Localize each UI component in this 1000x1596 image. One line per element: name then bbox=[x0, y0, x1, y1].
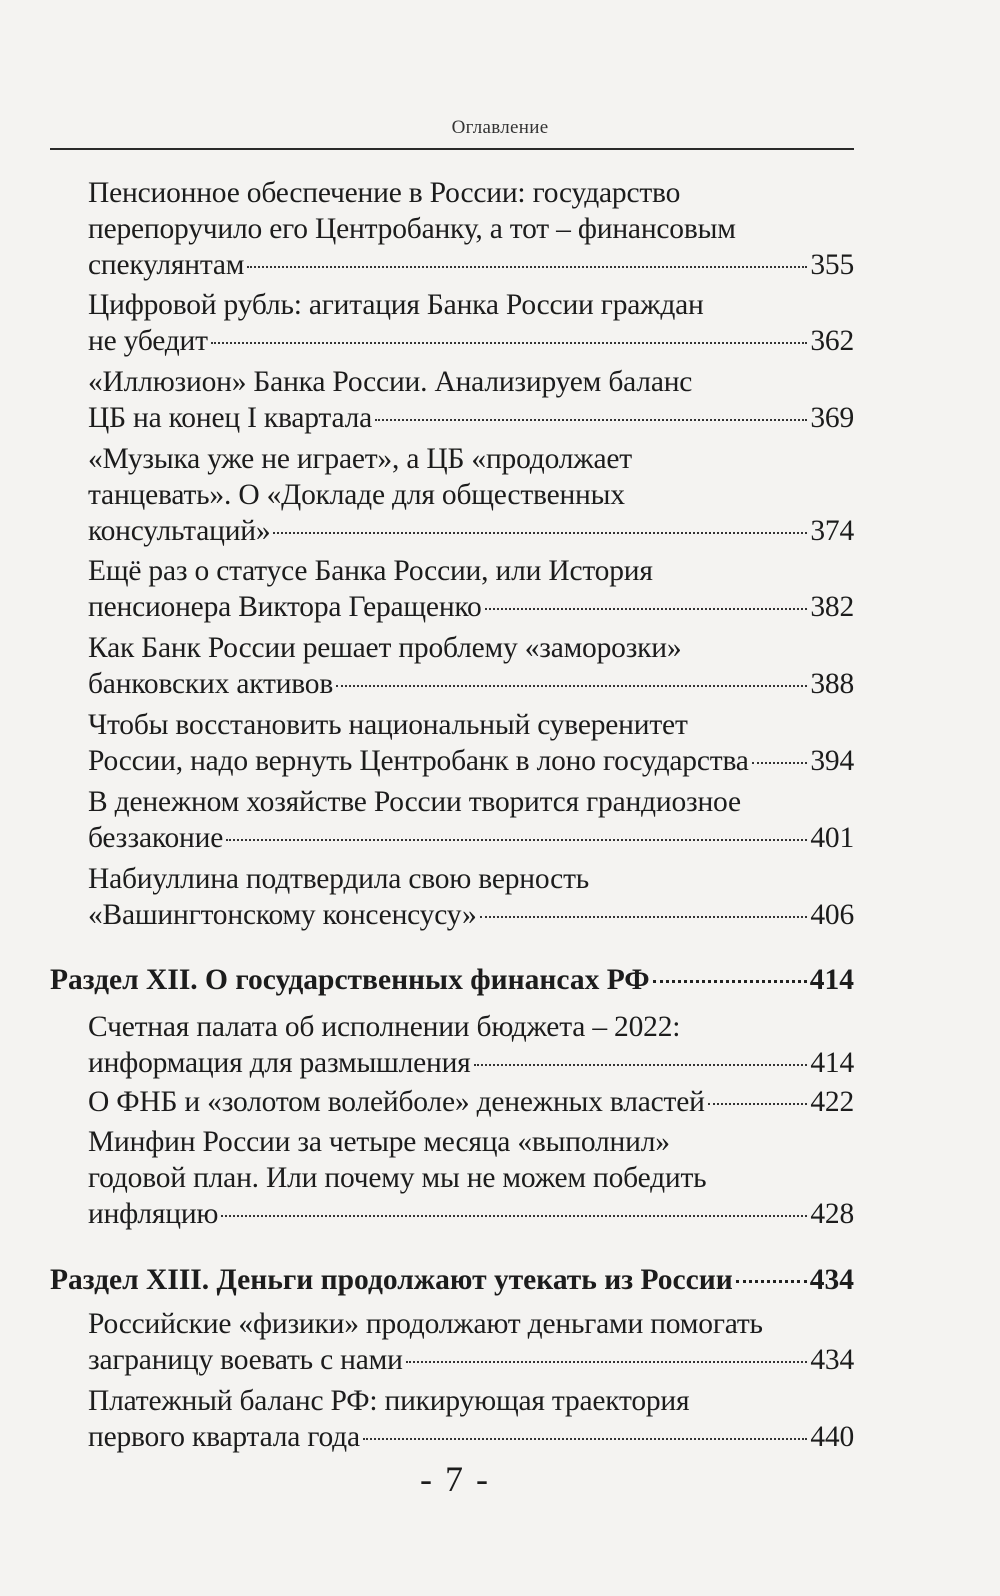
dot-leader bbox=[247, 266, 807, 268]
toc-entry-line: инфляцию bbox=[88, 1198, 219, 1230]
toc-entry bbox=[88, 364, 854, 436]
toc-entry bbox=[88, 784, 854, 856]
toc-entry-line: перепоручило его Центробанку, а тот – финансовым bbox=[88, 213, 736, 245]
page-number: - 7 - bbox=[420, 1459, 490, 1499]
section-title: Раздел XII. О государственных финансах РФ bbox=[50, 964, 650, 996]
running-header: Оглавление bbox=[451, 117, 549, 138]
toc-entry-line: О ФНБ и «золотом волейболе» денежных властей bbox=[88, 1086, 705, 1118]
dot-leader bbox=[273, 532, 807, 534]
toc-entry-line: Российские «физики» продолжают деньгами помогать bbox=[88, 1308, 763, 1340]
section-heading bbox=[50, 962, 854, 998]
toc-page-number: 434 bbox=[810, 1344, 854, 1376]
toc-entry bbox=[88, 553, 854, 625]
toc-entry-line: не убедит bbox=[88, 325, 208, 357]
section-page-number: 414 bbox=[809, 964, 854, 996]
toc-entry-line: Цифровой рубль: агитация Банка России граждан bbox=[88, 289, 704, 321]
toc-entry bbox=[88, 1306, 854, 1378]
dot-leader bbox=[336, 685, 807, 687]
toc-entry bbox=[88, 287, 854, 359]
toc-entry-line: «Вашингтонскому консенсусу» bbox=[88, 899, 477, 931]
toc-page-number: 382 bbox=[810, 591, 854, 623]
toc-entry-line: информация для размышления bbox=[88, 1047, 471, 1079]
toc-entry-line: Счетная палата об исполнении бюджета – 2022: bbox=[88, 1011, 681, 1043]
toc-entry-line: пенсионера Виктора Геращенко bbox=[88, 591, 482, 623]
toc-entry-line: В денежном хозяйстве России творится грандиозное bbox=[88, 786, 741, 818]
section-heading bbox=[50, 1262, 854, 1298]
header-rule bbox=[50, 148, 854, 150]
toc-page-number: 362 bbox=[810, 325, 854, 357]
toc-entry bbox=[88, 707, 854, 779]
dot-leader bbox=[363, 1438, 807, 1440]
toc-entry-line: Ещё раз о статусе Банка России, или История bbox=[88, 555, 653, 587]
toc-page-number: 355 bbox=[810, 249, 854, 281]
dot-leader bbox=[708, 1103, 808, 1105]
toc-entry-line: банковских активов bbox=[88, 668, 334, 700]
toc-entry-line: Чтобы восстановить национальный суверенитет bbox=[88, 709, 688, 741]
section-title: Раздел XIII. Деньги продолжают утекать из России bbox=[50, 1264, 733, 1296]
toc-entry bbox=[88, 1383, 854, 1455]
dot-leader bbox=[485, 608, 808, 610]
toc-entry bbox=[88, 441, 854, 549]
toc-page-number: 374 bbox=[810, 515, 854, 547]
toc-page-number: 422 bbox=[810, 1086, 854, 1118]
toc-entry-line: спекулянтам bbox=[88, 249, 245, 281]
toc-entry-line: Платежный баланс РФ: пикирующая траектория bbox=[88, 1385, 690, 1417]
dot-leader bbox=[211, 342, 808, 344]
toc-entry bbox=[88, 1124, 854, 1232]
toc-page-number: 369 bbox=[810, 402, 854, 434]
toc-entry-line: Пенсионное обеспечение в России: государство bbox=[88, 177, 681, 209]
section-page-number: 434 bbox=[809, 1264, 854, 1296]
toc-page-number: 394 bbox=[810, 745, 854, 777]
toc-entry bbox=[88, 175, 854, 283]
toc-page-number: 428 bbox=[810, 1198, 854, 1230]
toc-entry-line: Минфин России за четыре месяца «выполнил» bbox=[88, 1126, 670, 1158]
toc-entry-line: Набиуллина подтвердила свою верность bbox=[88, 863, 590, 895]
toc-entry bbox=[88, 1009, 854, 1081]
toc-entry bbox=[88, 861, 854, 933]
toc-entry-line: ЦБ на конец I квартала bbox=[88, 402, 373, 434]
toc-page-number: 388 bbox=[810, 668, 854, 700]
toc-entry-line: годовой план. Или почему мы не можем победить bbox=[88, 1162, 707, 1194]
toc-entry-line: России, надо вернуть Центробанк в лоно государства bbox=[88, 745, 749, 777]
dot-leader bbox=[375, 419, 807, 421]
toc-page-number: 406 bbox=[810, 899, 854, 931]
toc-entry-line: танцевать». О «Докладе для общественных bbox=[88, 479, 625, 511]
toc-page-number: 414 bbox=[810, 1047, 854, 1079]
dot-leader bbox=[480, 916, 808, 918]
toc-entry-line: первого квартала года bbox=[88, 1421, 360, 1453]
toc-entry-line: Как Банк России решает проблему «заморозки» bbox=[88, 632, 682, 664]
toc-entry bbox=[88, 1084, 854, 1120]
toc-entry-line: беззаконие bbox=[88, 822, 224, 854]
dot-leader bbox=[736, 1280, 807, 1283]
toc-entry bbox=[88, 630, 854, 702]
toc-entry-line: «Иллюзион» Банка России. Анализируем баланс bbox=[88, 366, 693, 398]
dot-leader bbox=[406, 1361, 808, 1363]
toc-entry-line: заграницу воевать с нами bbox=[88, 1344, 403, 1376]
dot-leader bbox=[474, 1064, 808, 1066]
dot-leader bbox=[752, 762, 808, 764]
toc-page-number: 401 bbox=[810, 822, 854, 854]
dot-leader bbox=[221, 1215, 807, 1217]
toc-page-number: 440 bbox=[810, 1421, 854, 1453]
dot-leader bbox=[226, 839, 807, 841]
toc-entry-line: «Музыка уже не играет», а ЦБ «продолжает bbox=[88, 443, 632, 475]
dot-leader bbox=[653, 980, 807, 983]
toc-entry-line: консультаций» bbox=[88, 515, 271, 547]
